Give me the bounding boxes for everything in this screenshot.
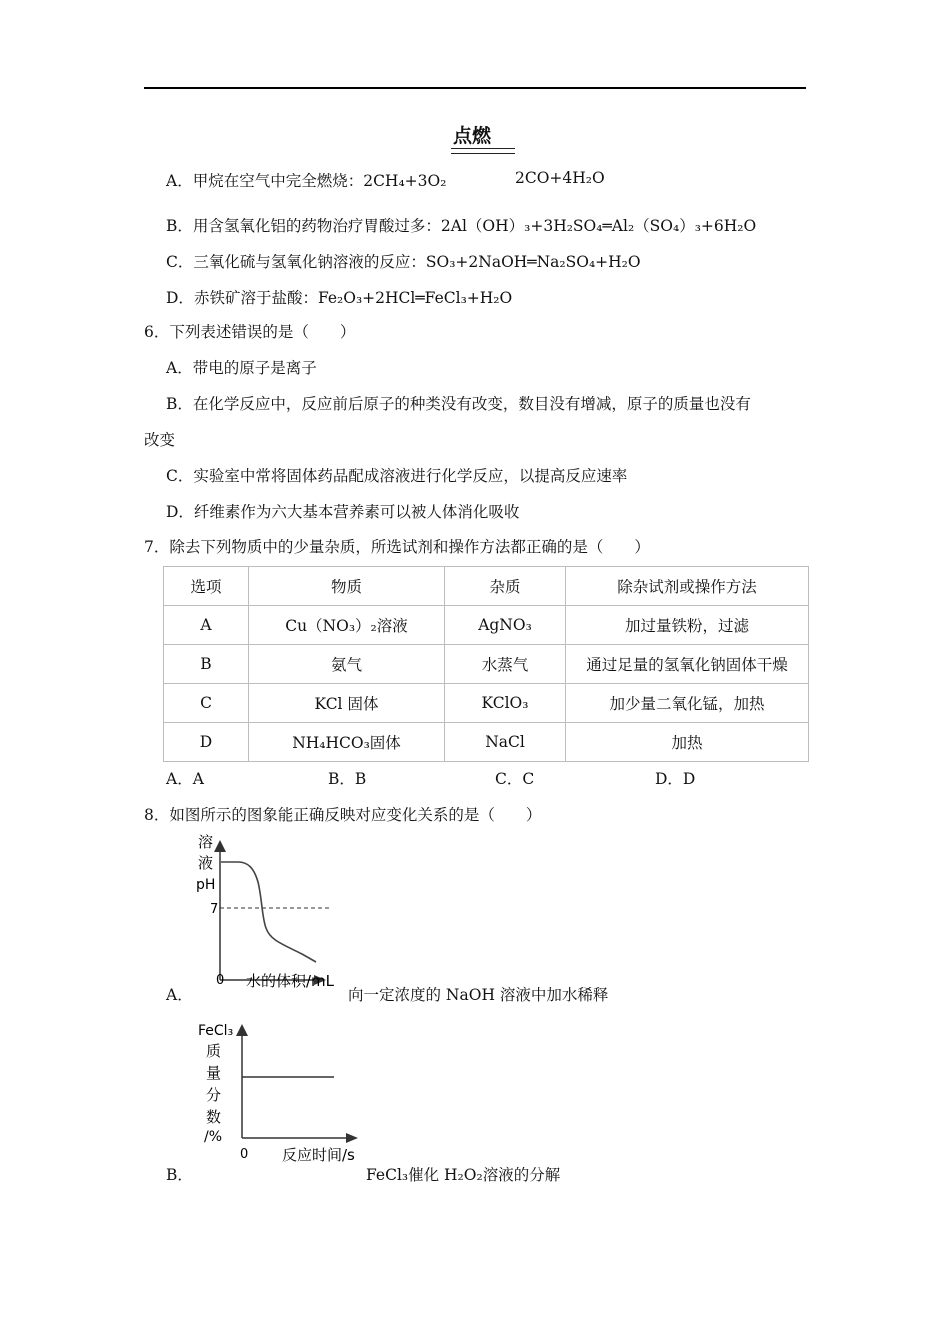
- x-axis-arrow: [346, 1133, 358, 1143]
- y-label-char: 质: [206, 1042, 222, 1060]
- x-axis-label: 反应时间/s: [282, 1146, 355, 1164]
- q6-option-c: C．实验室中常将固体药品配成溶液进行化学反应，以提高反应速率: [166, 467, 628, 485]
- q6-option-d: D．纤维素作为六大基本营养素可以被人体消化吸收: [166, 503, 520, 521]
- table-cell: AgNO₃: [445, 606, 566, 645]
- y-label-char: 量: [206, 1064, 222, 1082]
- table-header: 选项: [164, 567, 249, 606]
- q8-option-a-letter: A．: [166, 986, 193, 1004]
- table-cell: B: [164, 645, 249, 684]
- ph-curve: [221, 862, 316, 962]
- q7-answer-c: C．C: [495, 770, 535, 788]
- origin-label: 0: [240, 1147, 249, 1162]
- q7-answer-a: A．A: [166, 770, 204, 788]
- table-cell: C: [164, 684, 249, 723]
- y-label-char: 溶: [198, 833, 214, 851]
- y-label-char: 分: [206, 1086, 222, 1104]
- y-axis-arrow: [214, 840, 226, 852]
- q8-option-b-caption: FeCl₃催化 H₂O₂溶液的分解: [366, 1166, 561, 1184]
- q6-option-b-cont: 改变: [144, 431, 176, 449]
- q8-option-b-letter: B．: [166, 1166, 193, 1184]
- table-cell: 通过足量的氢氧化钠固体干燥: [566, 645, 809, 684]
- table-header-row: [164, 567, 809, 606]
- q5-option-d: D．赤铁矿溶于盐酸：Fe₂O₃+2HCl═FeCl₃+H₂O: [166, 289, 513, 307]
- origin-label: 0: [216, 973, 225, 988]
- y-axis-arrow: [236, 1024, 248, 1036]
- table-cell: NH₄HCO₃固体: [249, 723, 445, 762]
- q7-answer-d: D．D: [655, 770, 696, 788]
- x-axis-label: 水的体积/mL: [246, 972, 335, 990]
- q5-option-c: C．三氧化硫与氢氧化钠溶液的反应：SO₃+2NaOH═Na₂SO₄+H₂O: [166, 253, 641, 271]
- reaction-condition: 点燃: [453, 125, 492, 147]
- table-row: [164, 723, 809, 762]
- q8-option-a-caption: 向一定浓度的 NaOH 溶液中加水稀释: [348, 986, 609, 1004]
- table-cell: Cu（NO₃）₂溶液: [249, 606, 445, 645]
- table-cell: 水蒸气: [445, 645, 566, 684]
- table-header: 除杂试剂或操作方法: [566, 567, 809, 606]
- q7-table: [163, 566, 809, 762]
- table-row: [164, 606, 809, 645]
- q7-stem: 7．除去下列物质中的少量杂质，所选试剂和操作方法都正确的是（ ）: [144, 538, 650, 556]
- table-cell: KCl 固体: [249, 684, 445, 723]
- reaction-arrow: [451, 148, 515, 154]
- q7-answer-b: B．B: [328, 770, 367, 788]
- y-label-char: 液: [198, 854, 214, 872]
- y-label-unit: /%: [204, 1129, 223, 1145]
- q6-option-b: B．在化学反应中，反应前后原子的种类没有改变，数目没有增减，原子的质量也没有: [166, 395, 751, 413]
- q8-graph-a: [190, 830, 360, 995]
- table-row: [164, 684, 809, 723]
- table-cell: KClO₃: [445, 684, 566, 723]
- y-label-char: 数: [206, 1108, 222, 1126]
- table-cell: D: [164, 723, 249, 762]
- table-cell: 氨气: [249, 645, 445, 684]
- y-label-ph: pH: [196, 877, 216, 893]
- q5-option-b: B．用含氢氧化铝的药物治疗胃酸过多：2Al（OH）₃+3H₂SO₄═Al₂（SO₄）₃+6H₂O: [166, 217, 757, 235]
- header-rule: [144, 87, 806, 89]
- q5-option-a: A．甲烷在空气中完全燃烧：2CH₄+3O₂: [166, 172, 447, 190]
- table-cell: 加热: [566, 723, 809, 762]
- q6-stem: 6．下列表述错误的是（ ）: [144, 323, 356, 341]
- table-header: 物质: [249, 567, 445, 606]
- y-label-fecl3: FeCl₃: [198, 1023, 234, 1039]
- q6-option-a: A．带电的原子是离子: [166, 359, 317, 377]
- table-cell: A: [164, 606, 249, 645]
- table-cell: 加少量二氧化锰，加热: [566, 684, 809, 723]
- table-header: 杂质: [445, 567, 566, 606]
- q8-stem: 8．如图所示的图象能正确反映对应变化关系的是（ ）: [144, 806, 542, 824]
- table-cell: 加过量铁粉，过滤: [566, 606, 809, 645]
- table-row: [164, 645, 809, 684]
- table-cell: NaCl: [445, 723, 566, 762]
- y-tick-7: 7: [210, 902, 219, 917]
- q8-graph-b: [190, 1010, 365, 1170]
- q5-option-a-product: 2CO+4H₂O: [515, 169, 605, 187]
